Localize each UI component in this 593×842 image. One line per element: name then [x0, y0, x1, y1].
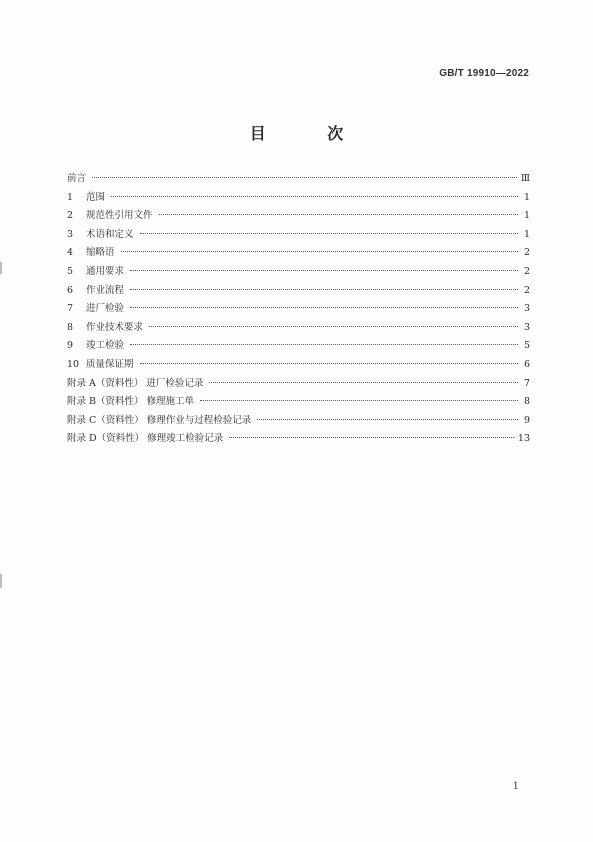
page-number: 1	[512, 781, 519, 792]
toc-entry-number: 5	[67, 265, 74, 277]
toc-entry-page: 9	[523, 414, 530, 426]
toc-dot-leader	[209, 382, 518, 383]
toc-entry-page: 2	[523, 247, 530, 259]
toc-dot-leader	[149, 326, 518, 327]
toc-dot-leader	[257, 419, 518, 420]
toc-entry-title: 附录 A（资料性） 进厂检验记录	[67, 377, 204, 389]
toc-entry-page: 6	[523, 358, 530, 370]
toc-entry-title: 规范性引用文件	[86, 210, 153, 222]
toc-entry-page: 7	[523, 377, 530, 389]
toc-entry-title: 作业流程	[86, 284, 125, 296]
toc-entry[interactable]	[67, 337, 530, 356]
toc-entry[interactable]	[67, 207, 530, 226]
toc-entry-page: 3	[523, 303, 530, 315]
toc-entry[interactable]	[67, 375, 530, 394]
toc-entry-page: 1	[523, 191, 530, 203]
scan-edge-mark	[0, 574, 2, 588]
toc-dot-leader	[130, 270, 518, 271]
toc-dot-leader	[130, 344, 518, 345]
toc-entry[interactable]	[67, 412, 530, 431]
toc-dot-leader	[140, 363, 518, 364]
toc-entry-page: 3	[523, 321, 530, 333]
toc-entry-page: 1	[523, 228, 530, 240]
toc-entry[interactable]	[67, 300, 530, 319]
toc-entry[interactable]	[67, 244, 530, 263]
toc-dot-leader	[159, 214, 518, 215]
toc-entry[interactable]	[67, 282, 530, 301]
toc-dot-leader	[121, 251, 518, 252]
toc-entry-page: 2	[523, 284, 530, 296]
toc-entry-title: 范围	[86, 191, 106, 203]
toc-entry[interactable]	[67, 170, 530, 189]
toc-dot-leader	[130, 307, 518, 308]
toc-dot-leader	[200, 400, 518, 401]
scan-edge-mark	[0, 262, 2, 274]
toc-entry[interactable]	[67, 189, 530, 208]
toc-entry-title: 作业技术要求	[86, 321, 144, 333]
toc-dot-leader	[130, 289, 518, 290]
toc-entry[interactable]	[67, 430, 530, 449]
toc-entry-number: 4	[67, 247, 74, 259]
table-of-contents	[67, 170, 530, 449]
toc-entry-number: 6	[67, 284, 74, 296]
toc-entry-title: 术语和定义	[86, 228, 134, 240]
toc-entry[interactable]	[67, 263, 530, 282]
toc-entry-page: 1	[523, 210, 530, 222]
toc-entry-number: 2	[67, 210, 74, 222]
toc-entry-title: 进厂检验	[86, 303, 125, 315]
toc-entry[interactable]	[67, 393, 530, 412]
toc-entry-page: 2	[523, 265, 530, 277]
toc-entry-page: Ⅲ	[520, 173, 530, 184]
toc-entry-page: 13	[517, 433, 530, 445]
toc-entry-page: 8	[523, 396, 530, 408]
toc-entry-title: 附录 C（资料性） 修理作业与过程检验记录	[67, 414, 252, 426]
toc-entry[interactable]	[67, 226, 530, 245]
toc-dot-leader	[140, 233, 518, 234]
toc-dot-leader	[111, 196, 518, 197]
toc-entry-number: 1	[67, 191, 74, 203]
toc-entry-title: 通用要求	[86, 265, 125, 277]
toc-dot-leader	[92, 177, 517, 178]
toc-entry-title: 缩略语	[86, 247, 115, 259]
standard-code: GB/T 19910—2022	[439, 68, 529, 79]
toc-entry-number: 8	[67, 321, 74, 333]
toc-entry-title: 竣工检验	[86, 340, 125, 352]
toc-entry-title: 附录 D（资料性） 修理竣工检验记录	[67, 433, 224, 445]
toc-dot-leader	[229, 437, 514, 438]
page-title: 目 次	[249, 124, 372, 143]
toc-entry-number: 3	[67, 228, 74, 240]
toc-entry[interactable]	[67, 356, 530, 375]
toc-entry-title: 质量保证期	[86, 358, 134, 370]
toc-entry-number: 10	[67, 358, 80, 370]
toc-entry-page: 5	[523, 340, 530, 352]
toc-entry-title: 前言	[67, 173, 87, 184]
toc-entry[interactable]	[67, 319, 530, 338]
toc-entry-number: 7	[67, 303, 74, 315]
toc-entry-title: 附录 B（资料性） 修理施工单	[67, 396, 195, 408]
toc-entry-number: 9	[67, 340, 74, 352]
